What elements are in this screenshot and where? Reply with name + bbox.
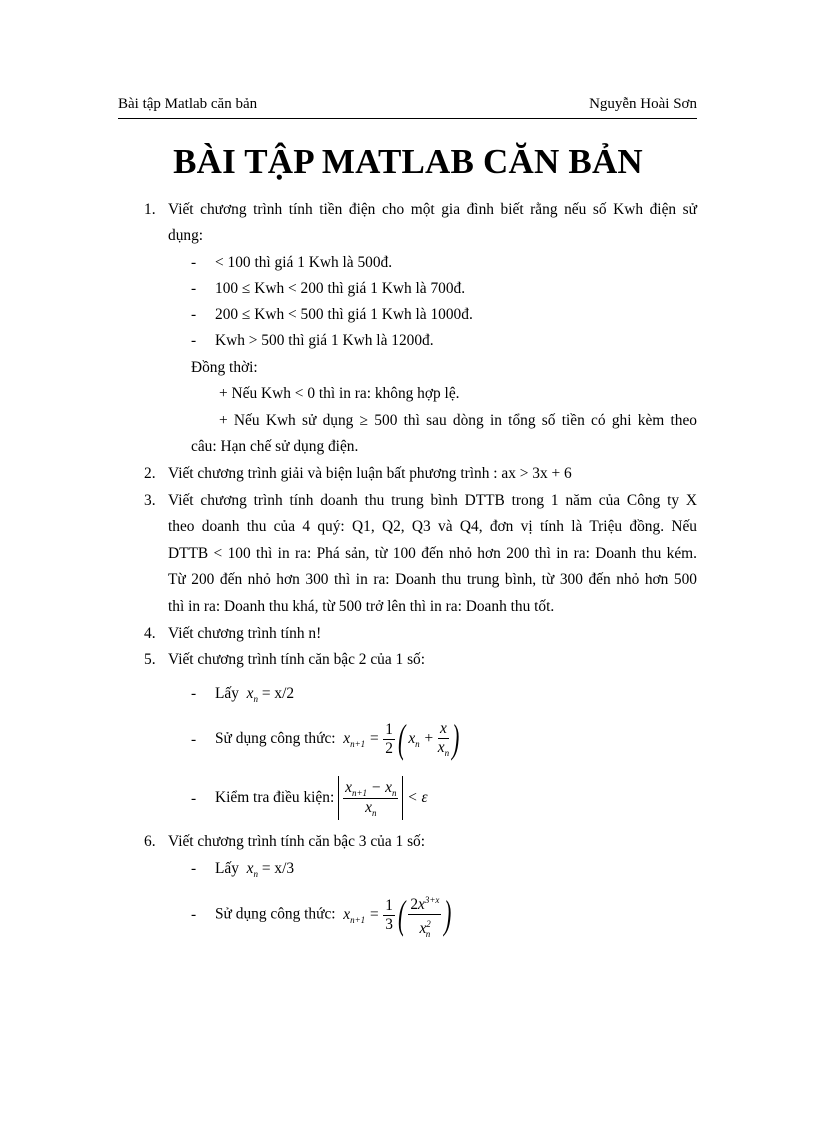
header-left: Bài tập Matlab căn bản — [118, 96, 258, 112]
q4-number: 4. — [144, 625, 156, 642]
q1-dongthoi: Đồng thời: — [191, 359, 258, 376]
dash: - — [191, 790, 197, 807]
q3-number: 3. — [144, 492, 156, 509]
dash: - — [191, 280, 197, 297]
q1-cond1: + Nếu Kwh < 0 thì in ra: không hợp lệ. — [219, 385, 460, 402]
q5-step2 — [215, 716, 462, 762]
q1-cond2-line1: + Nếu Kwh sử dụng ≥ 500 thì sau dòng in tổng số tiền có ghi kèm theo — [219, 412, 697, 429]
q5-text: Viết chương trình tính căn bậc 2 của 1 số: — [168, 651, 426, 668]
q2-text: Viết chương trình giải và biện luận bất phương trình : ax > 3x + 6 — [168, 465, 572, 482]
q3-line4: Từ 200 đến nhỏ hơn 300 thì in ra: Doanh thu trung bình, từ 300 đến nhỏ hơn 500 — [168, 571, 697, 588]
formula-sqrt-newton: $x_{n+1}$ = $\frac{1}{2}$ ( $x_n$ + $\frac{x}{x_n}$ ) — [339, 716, 460, 762]
formula-convergence: $\frac{x_{n+1} - x_n}{x_n}$ < ε — [338, 789, 428, 806]
q5-step1-expr: = x/2 — [261, 685, 295, 702]
q1-line1: Viết chương trình tính tiền điện cho một gia đình biết rằng nếu số Kwh điện sử — [168, 201, 697, 218]
q6-step1 — [215, 860, 294, 879]
dash: - — [191, 306, 197, 323]
q6-text: Viết chương trình tính căn bậc 3 của 1 số: — [168, 833, 426, 850]
q6-number: 6. — [144, 833, 156, 850]
q3-line3: DTTB < 100 thì in ra: Phá sản, từ 100 đến nhỏ hơn 200 thì in ra: Doanh thu kém. — [168, 545, 697, 562]
dash: - — [191, 906, 197, 923]
dash: - — [191, 254, 197, 271]
q5-step3-label: Kiểm tra điều kiện: — [215, 789, 335, 806]
q5-step1-label: Lấy — [215, 685, 239, 702]
dash: - — [191, 860, 197, 877]
header-right: Nguyễn Hoài Sơn — [589, 96, 697, 112]
q2-number: 2. — [144, 465, 156, 482]
q6-step1-expr: = x/3 — [261, 860, 295, 877]
q5-number: 5. — [144, 651, 156, 668]
q3-line2: theo doanh thu của 4 quý: Q1, Q2, Q3 và Q4, đơn vị tính là Triệu đồng. Nếu — [168, 518, 697, 535]
dash: - — [191, 332, 197, 349]
math-x-n: $x_n$ — [242, 860, 258, 879]
q6-step2 — [215, 892, 455, 938]
q1-tier-4: Kwh > 500 thì giá 1 Kwh là 1200đ. — [215, 332, 434, 349]
q1-number: 1. — [144, 201, 156, 218]
q3-line1: Viết chương trình tính doanh thu trung bình DTTB trong 1 năm của Công ty X — [168, 492, 697, 509]
q1-line2: dụng: — [168, 227, 204, 244]
dash: - — [191, 731, 197, 748]
q6-step1-label: Lấy — [215, 860, 239, 877]
q1-cond2-line2: câu: Hạn chế sử dụng điện. — [191, 438, 359, 455]
q1-tier-1: < 100 thì giá 1 Kwh là 500đ. — [215, 254, 393, 271]
page-title: BÀI TẬP MATLAB CĂN BẢN — [173, 142, 643, 181]
formula-cbrt: $x_{n+1}$ = $\frac{1}{3}$ ( $\frac{2x^{3+x}}{x^2_n}$ ) — [339, 892, 452, 940]
q4-text: Viết chương trình tính n! — [168, 625, 322, 642]
q1-tier-2: 100 ≤ Kwh < 200 thì giá 1 Kwh là 700đ. — [215, 280, 466, 297]
q1-tier-3: 200 ≤ Kwh < 500 thì giá 1 Kwh là 1000đ. — [215, 306, 473, 323]
q5-step1 — [215, 685, 294, 704]
q6-step2-label: Sử dụng công thức: — [215, 905, 336, 923]
q5-step2-label: Sử dụng công thức: — [215, 730, 336, 747]
page-header — [118, 96, 697, 119]
math-x-n: $x_n$ — [242, 685, 258, 704]
q3-line5: thì in ra: Doanh thu khá, từ 500 trở lên thì in ra: Doanh thu tốt. — [168, 598, 555, 615]
dash: - — [191, 685, 197, 702]
q5-step3 — [215, 776, 428, 820]
